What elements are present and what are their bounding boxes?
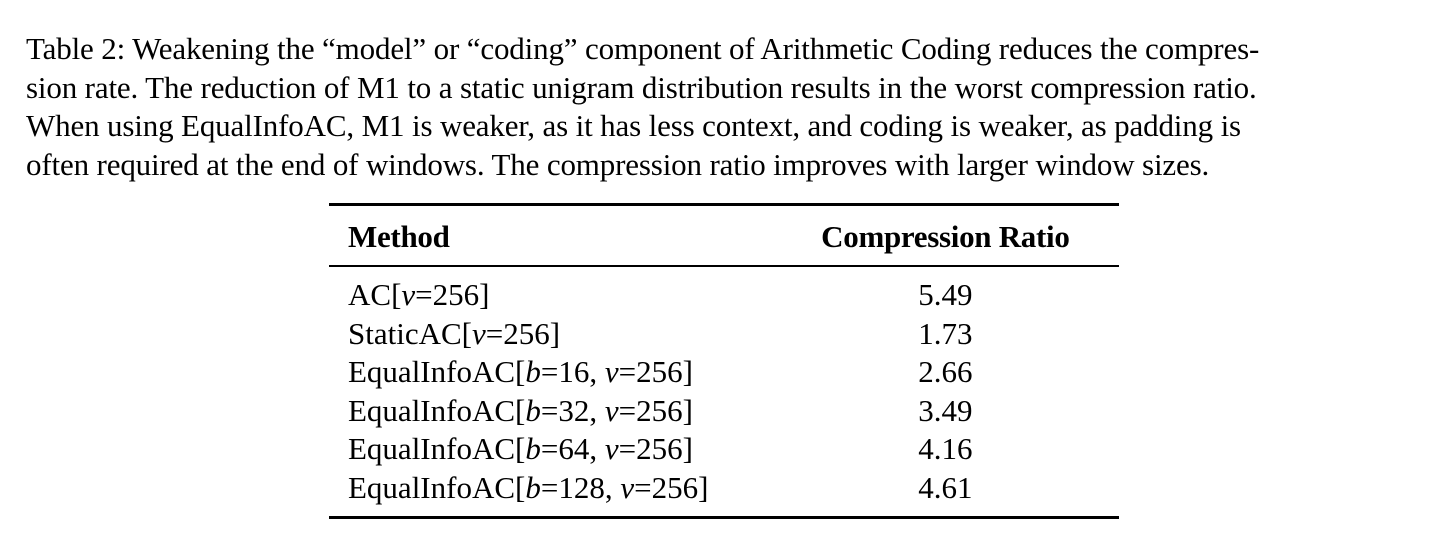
caption-line: often required at the end of windows. The compression ratio improves with larger window sizes.	[26, 146, 1210, 182]
results-table	[329, 203, 1119, 519]
caption-line: When using EqualInfoAC, M1 is weaker, as it has less context, and coding is weaker, as padding is	[26, 108, 1241, 143]
compression-ratio-cell: 5.49	[918, 277, 973, 312]
header-method: Method	[348, 219, 450, 254]
caption-line: sion rate. The reduction of M1 to a static unigram distribution results in the worst compression ratio.	[26, 69, 1257, 105]
results-table-container	[329, 203, 1119, 519]
table-row	[329, 430, 1119, 469]
method-cell: StaticAC[v=256]	[348, 315, 561, 351]
header-compression-ratio: Compression Ratio	[821, 219, 1070, 254]
method-cell: AC[v=256]	[348, 277, 490, 312]
method-cell: EqualInfoAC[b=16, v=256]	[348, 354, 693, 389]
table-row	[329, 315, 1119, 354]
table-body	[329, 266, 1119, 518]
caption-line: Table 2: Weakening the “model” or “coding” component of Arithmetic Coding reduces the compres-	[26, 31, 1260, 66]
table-row	[329, 353, 1119, 392]
method-cell: EqualInfoAC[b=32, v=256]	[348, 392, 693, 428]
compression-ratio-cell: 1.73	[918, 315, 973, 351]
table-row	[329, 266, 1119, 315]
table-row	[329, 469, 1119, 518]
table-header-row	[329, 205, 1119, 267]
table-caption	[26, 30, 1426, 184]
compression-ratio-cell: 4.16	[918, 431, 973, 466]
compression-ratio-cell: 2.66	[918, 354, 973, 389]
method-cell: EqualInfoAC[b=64, v=256]	[348, 431, 693, 466]
compression-ratio-cell: 4.61	[918, 469, 973, 505]
table-row	[329, 392, 1119, 431]
method-cell: EqualInfoAC[b=128, v=256]	[348, 469, 709, 505]
compression-ratio-cell: 3.49	[918, 392, 973, 428]
